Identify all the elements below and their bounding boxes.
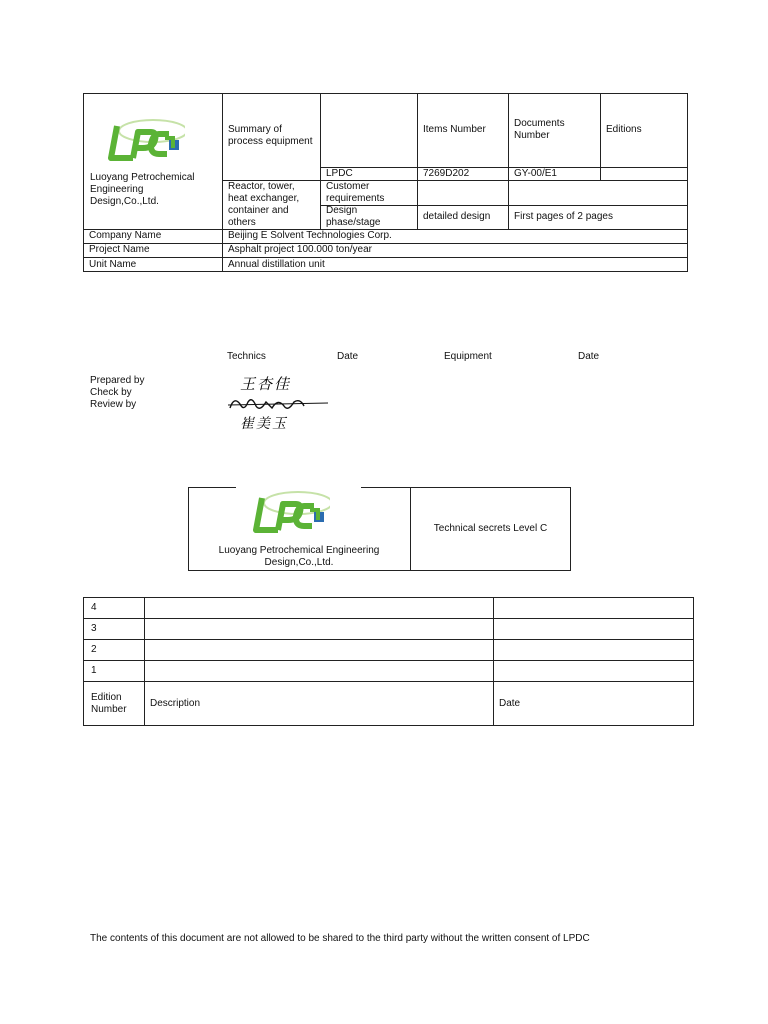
documents-number-value: GY-00/E1 <box>514 167 557 179</box>
lpdc-logo <box>103 118 185 168</box>
signature-review: 崔美玉 <box>240 416 288 432</box>
date-label-1: Date <box>337 351 359 362</box>
date-header: Date <box>499 697 521 709</box>
stamp-logo <box>248 490 330 540</box>
revision-row-3: 3 <box>91 622 97 634</box>
signature-check <box>226 394 330 416</box>
signature-prepared: 王杏佳 <box>240 375 292 393</box>
edition-number-header: Edition Number <box>91 691 127 715</box>
summary-label: Summary of process equipment <box>228 124 313 147</box>
company-name-label: Company Name <box>89 230 162 241</box>
items-number-label: Items Number <box>423 124 486 135</box>
secret-level: Technical secrets Level C <box>433 523 548 534</box>
design-stage-value: detailed design <box>423 211 491 222</box>
equipment-label: Equipment <box>444 351 492 362</box>
technics-label: Technics <box>227 351 266 362</box>
unit-name-label: Unit Name <box>89 258 137 270</box>
unit-name-value: Annual distillation unit <box>228 258 325 270</box>
prepared-by-label: Prepared by <box>90 375 145 386</box>
lpdc-label: LPDC <box>326 167 353 179</box>
design-stage-label: Design phase/stage <box>326 205 381 228</box>
editions-label: Editions <box>606 124 642 135</box>
review-by-label: Review by <box>90 399 137 410</box>
items-number-value: 7269D202 <box>423 167 470 179</box>
pages-info: First pages of 2 pages <box>514 211 613 222</box>
confidentiality-notice: The contents of this document are not allowed to be shared to the third party without the written consent of LPDC <box>90 933 590 944</box>
revision-row-2: 2 <box>91 643 97 655</box>
revision-row-4: 4 <box>91 601 97 613</box>
documents-number-label: Documents Number <box>514 118 565 141</box>
header-company-name: Luoyang Petrochemical Engineering Design,Co.,Ltd. <box>90 172 195 207</box>
company-name-value: Beijing E Solvent Technologies Corp. <box>228 230 392 241</box>
description-header: Description <box>150 697 201 709</box>
stamp-company-name: Luoyang Petrochemical Engineering Design,Co.,Ltd. <box>218 545 380 568</box>
project-name-value: Asphalt project 100.000 ton/year <box>228 244 372 255</box>
revision-row-1: 1 <box>91 664 97 676</box>
project-name-label: Project Name <box>89 244 150 255</box>
check-by-label: Check by <box>90 387 132 398</box>
date-label-2: Date <box>578 351 600 362</box>
customer-requirements: Customer requirements <box>326 180 385 204</box>
equipment-list: Reactor, tower, heat exchanger, container and others <box>228 181 300 228</box>
